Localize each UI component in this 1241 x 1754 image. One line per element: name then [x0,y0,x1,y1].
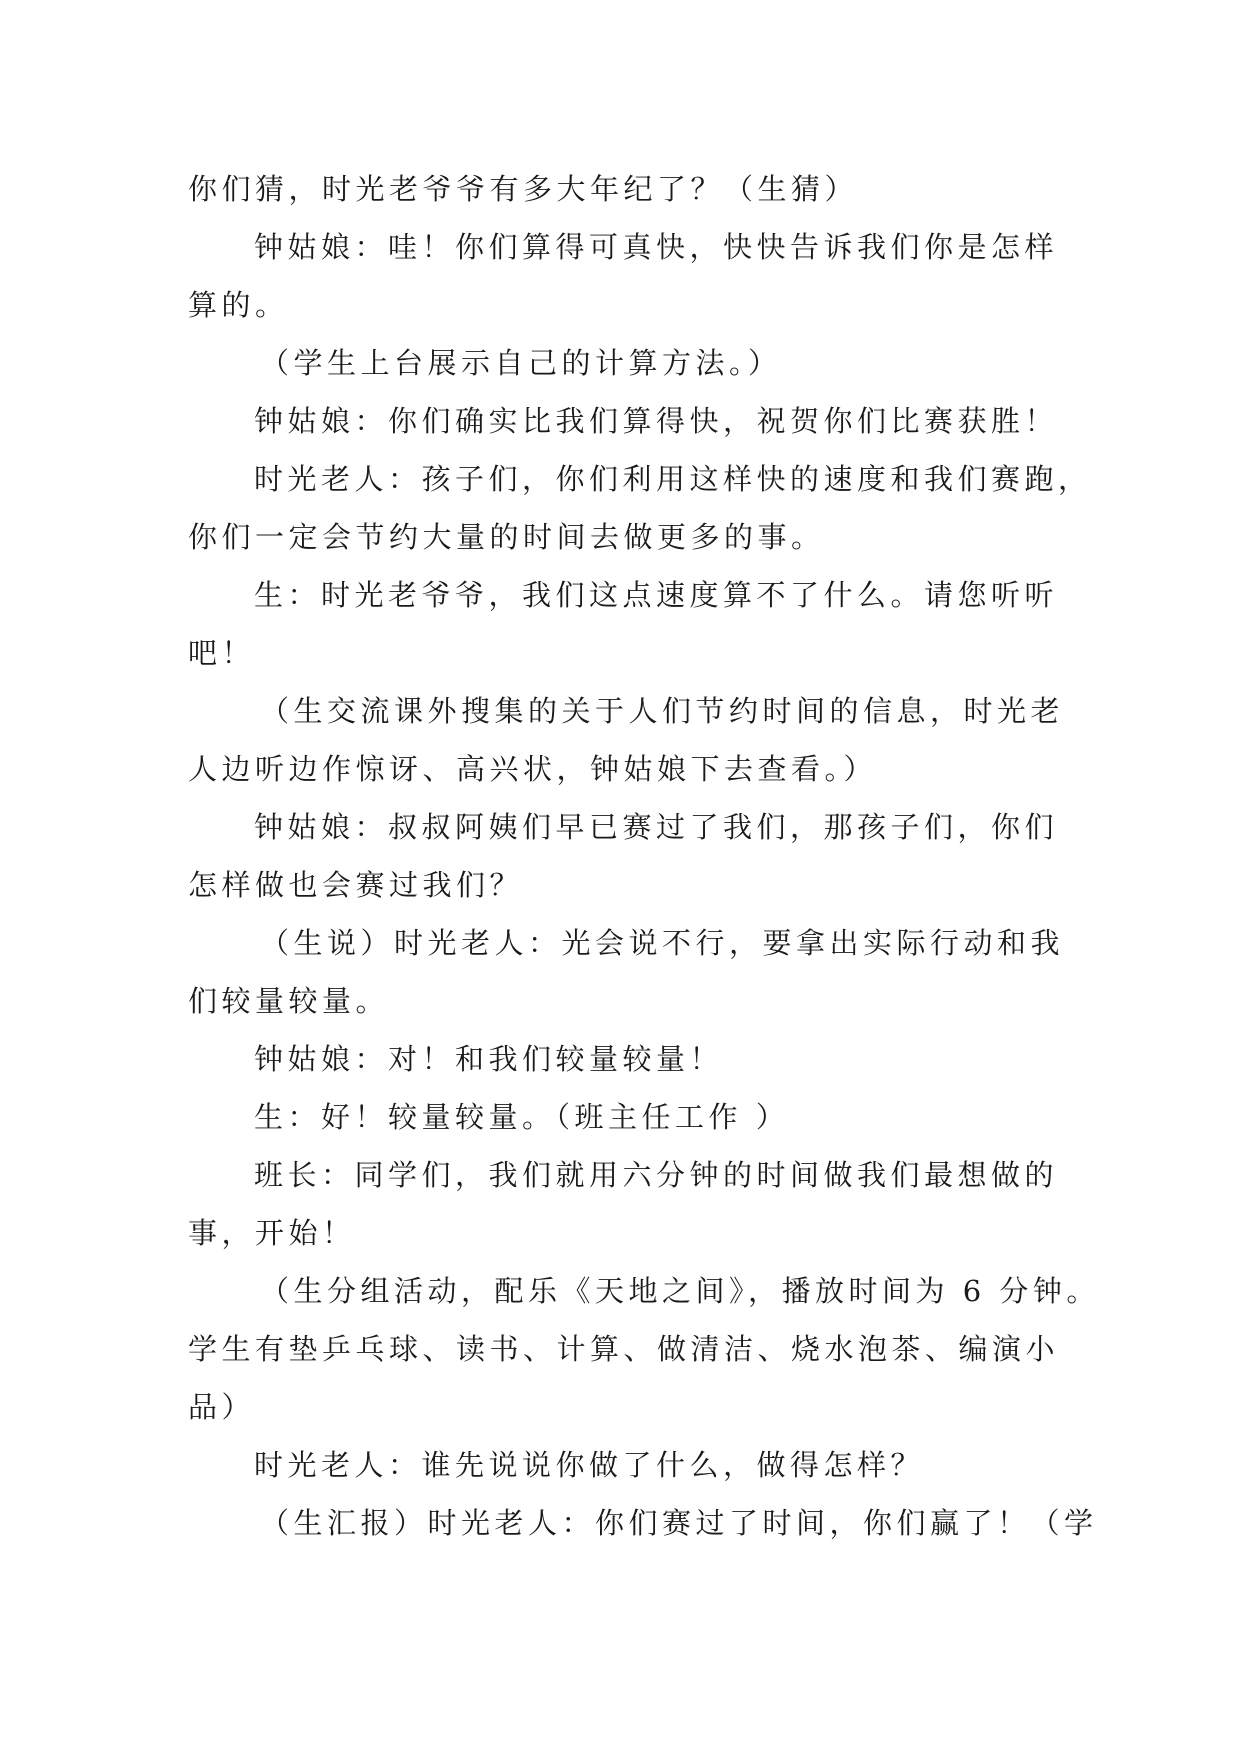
text-line: 人边听边作惊讶、高兴状，钟姑娘下去查看。） [188,752,878,786]
text-line: 学生有垫乒乓球、读书、计算、做清洁、烧水泡茶、编演小 [188,1332,1060,1366]
text-line: 时光老人：孩子们，你们利用这样快的速度和我们赛跑， [254,462,1092,496]
text-line: 班长：同学们，我们就用六分钟的时间做我们最想做的 [254,1158,1059,1192]
text-line: 们较量较量。 [188,984,390,1018]
text-line: 事，开始！ [188,1216,356,1250]
document-body [188,160,1100,1552]
text-line: 钟姑娘：叔叔阿姨们早已赛过了我们，那孩子们，你们 [254,810,1059,844]
text-line: 怎样做也会赛过我们？ [188,868,524,902]
text-line: 品） [188,1390,256,1424]
text-line: 时光老人：谁先说说你做了什么，做得怎样？ [254,1448,925,1482]
text-line: （生分组活动，配乐《天地之间》，播放时间为 6 分钟。 [260,1274,1100,1308]
text-line: （生交流课外搜集的关于人们节约时间的信息，时光老 [260,694,1065,728]
text-line: （生说）时光老人：光会说不行，要拿出实际行动和我 [260,926,1065,960]
text-line: 你们一定会节约大量的时间去做更多的事。 [188,520,825,554]
text-line: 生：好！较量较量。（班主任工作 ） [254,1100,790,1134]
text-line: 吧！ [188,636,256,670]
text-line: 钟姑娘：你们确实比我们算得快，祝贺你们比赛获胜！ [254,404,1059,438]
text-line: （生汇报）时光老人：你们赛过了时间，你们赢了！（学 [260,1506,1098,1540]
text-line: 钟姑娘：对！和我们较量较量！ [254,1042,724,1076]
text-line: 生：时光老爷爷，我们这点速度算不了什么。请您听听 [254,578,1059,612]
text-line: 钟姑娘：哇！你们算得可真快，快快告诉我们你是怎样 [254,230,1059,264]
text-line: （学生上台展示自己的计算方法。） [260,346,782,380]
text-line: 算的。 [188,288,289,322]
text-line: 你们猜，时光老爷爷有多大年纪了？（生猜） [188,172,859,206]
